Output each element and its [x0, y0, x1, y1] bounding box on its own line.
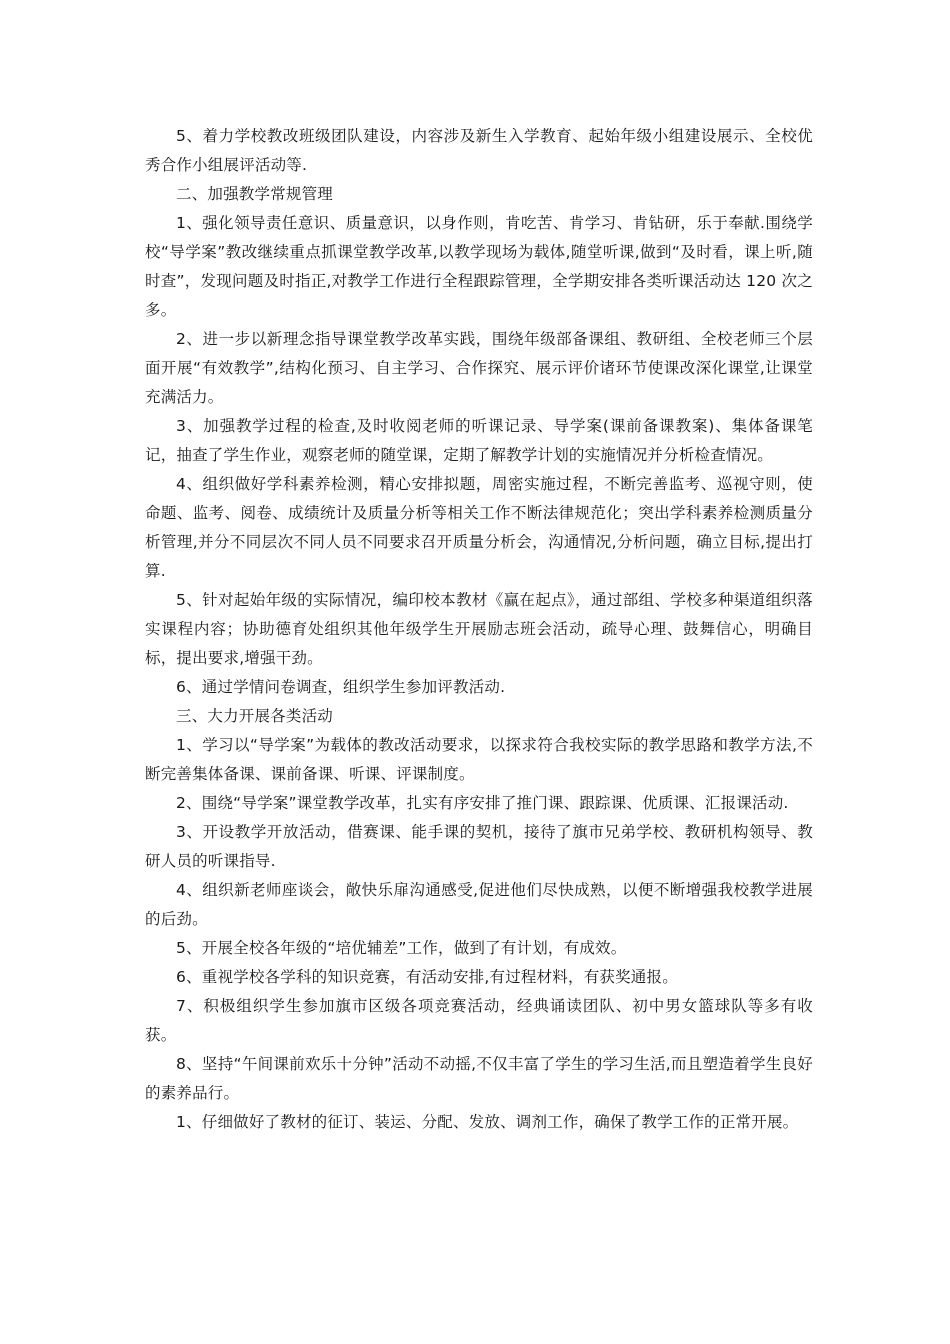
paragraph-item-4-new-teachers: 4、组织新老师座谈会，敞快乐扉沟通感受,促进他们尽快成熟，以便不断增强我校教学进展的后劲。: [145, 881, 813, 928]
section-heading-activities: 三、大力开展各类活动: [176, 707, 334, 725]
paragraph-item-1-leadership: 1、强化领导责任意识、质量意识，以身作则，肯吃苦、肯学习、肯钻研，乐于奉献.围绕学校“导学案”教改继续重点抓课堂教学改革,以教学现场为载体,随堂听课,做到“及时看，课上听,随时查”，发现问题及时指正,对教学工作进行全程跟踪管理，全学期安排各类听课活动达 120 次之多。: [145, 214, 813, 319]
paragraph-item-5-team-building: 5、着力学校教改班级团队建设，内容涉及新生入学教育、起始年级小组建设展示、全校优秀合作小组展评活动等.: [145, 127, 813, 174]
paragraph-item-2-classroom-reform: 2、进一步以新理念指导课堂教学改革实践，围绕年级部备课组、教研组、全校老师三个层面开展“有效教学”,结构化预习、自主学习、合作探究、展示评价诸环节使课改深化课堂,让课堂充满活力。: [145, 330, 813, 406]
paragraph-item-2-lesson-types: 2、围绕“导学案”课堂教学改革，扎实有序安排了推门课、跟踪课、优质课、汇报课活动.: [176, 794, 789, 812]
paragraph-item-6-competitions: 6、重视学校各学科的知识竞赛，有活动安排,有过程材料，有获奖通报。: [176, 968, 678, 986]
paragraph-item-7-district-contests: 7、积极组织学生参加旗市区级各项竞赛活动，经典诵读团队、初中男女篮球队等多有收获。: [145, 997, 813, 1044]
paragraph-item-6-survey: 6、通过学情问卷调查，组织学生参加评教活动.: [176, 678, 506, 696]
paragraph-item-8-noon-activity: 8、坚持“午间课前欢乐十分钟”活动不动摇,不仅丰富了学生的学习生活,而且塑造着学生良好的素养品行。: [145, 1055, 813, 1102]
section-heading-teaching-routine: 二、加强教学常规管理: [176, 185, 334, 203]
paragraph-item-4-literacy-testing: 4、组织做好学科素养检测，精心安排拟题，周密实施过程，不断完善监考、巡视守则，使命题、监考、阅卷、成绩统计及质量分析等相关工作不断法律规范化；突出学科素养检测质量分析管理,并分不同层次不同人员不同要求召开质量分析会，沟通情况,分析问题，确立目标,提出打算.: [145, 475, 813, 580]
document-page: [145, 122, 813, 1137]
paragraph-item-3-open-activities: 3、开设教学开放活动，借赛课、能手课的契机，接待了旗市兄弟学校、教研机构领导、教研人员的听课指导.: [145, 823, 813, 870]
paragraph-item-1-textbook-supply: 1、仔细做好了教材的征订、装运、分配、发放、调剂工作，确保了教学工作的正常开展。: [176, 1113, 799, 1131]
paragraph-item-5-school-textbook: 5、针对起始年级的实际情况，编印校本教材《赢在起点》，通过部组、学校多种渠道组织落实课程内容；协助德育处组织其他年级学生开展励志班会活动，疏导心理、鼓舞信心，明确目标，提出要求,增强干劲。: [145, 591, 813, 667]
paragraph-item-3-process-checks: 3、加强教学过程的检查,及时收阅老师的听课记录、导学案(课前备课教案)、集体备课笔记，抽查了学生作业，观察老师的随堂课，定期了解教学计划的实施情况并分析检查情况。: [145, 417, 813, 464]
paragraph-item-5-tutoring: 5、开展全校各年级的“培优辅差”工作，做到了有计划，有成效。: [176, 939, 627, 957]
paragraph-item-1-study-requirements: 1、学习以“导学案”为载体的教改活动要求，以探求符合我校实际的教学思路和教学方法,不断完善集体备课、课前备课、听课、评课制度。: [145, 736, 813, 783]
